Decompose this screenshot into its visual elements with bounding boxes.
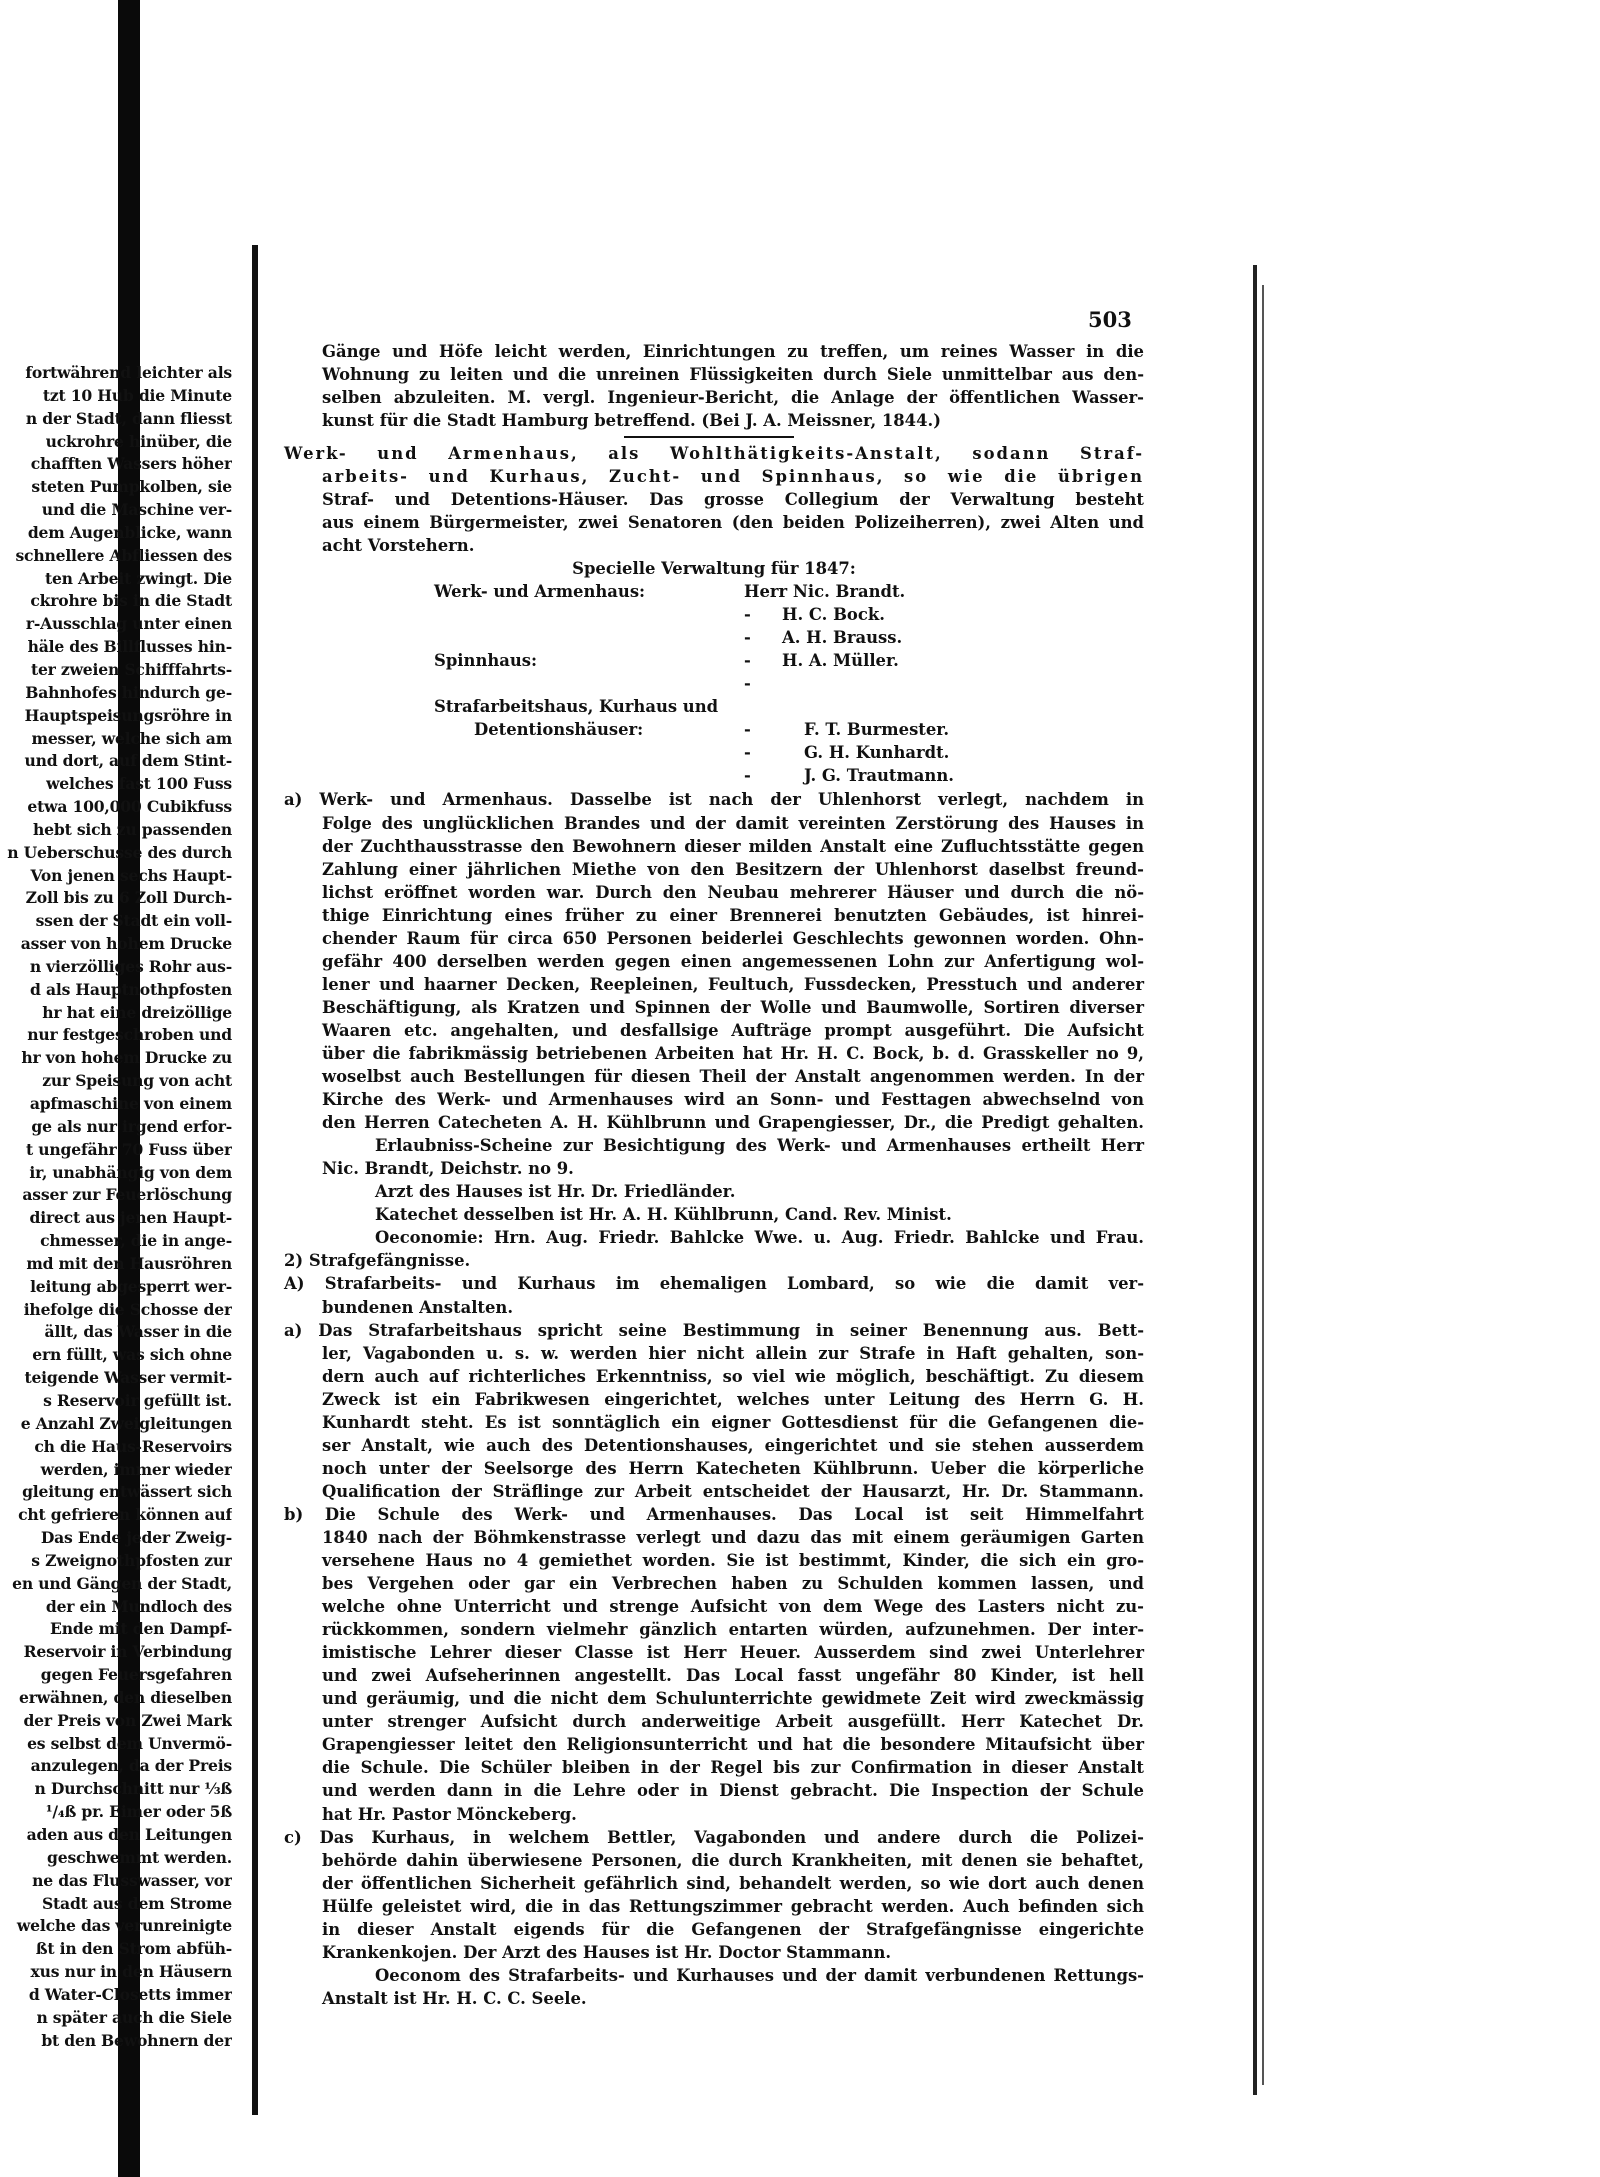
text-line: ler, Vagabonden u. s. w. werden hier nicht allein zur Strafe in Haft gehalten, son- (322, 1343, 1144, 1363)
text-line: leitung abgesperrt wer- (30, 1276, 232, 1296)
text-line: n Durchschnitt nur ⅓ß (34, 1779, 232, 1799)
text-line: Beschäftigung, als Kratzen und Spinnen der Wolle und Baumwolle, Sortiren diverser (322, 997, 1144, 1017)
text-line: behörde dahin überwiesene Personen, die durch Krankheiten, mit denen sie behaftet, (322, 1850, 1144, 1870)
text-line: chender Raum für circa 650 Personen beiderlei Geschlechts gewonnen worden. Ohn- (322, 928, 1144, 948)
table-name: J. G. Trautmann. (804, 766, 954, 786)
text-line: Anstalt ist Hr. H. C. C. Seele. (322, 1988, 587, 2008)
text-line: erwähnen, den dieselben (19, 1687, 232, 1707)
text-line: bundenen Anstalten. (322, 1297, 514, 1317)
text-line: die Schule. Die Schüler bleiben in der Regel bis zur Confirmation in dieser Anstalt (322, 1758, 1144, 1778)
text-line: Zahlung einer jährlichen Miethe von den Besitzern der Uhlenhorst daselbst freund- (322, 859, 1144, 879)
text-line: anzulegen, da der Preis (30, 1756, 232, 1776)
text-line: ern füllt, was sich ohne (32, 1345, 232, 1365)
text-line: uckrohre hinüber, die (45, 431, 232, 451)
left-page-fragment (0, 362, 232, 2052)
page-edge (1253, 265, 1257, 2095)
text-line: versehene Haus no 4 gemiethet worden. Sie ist bestimmt, Kinder, die sich ein gro- (322, 1551, 1144, 1571)
text-line: Bahnhofes hindurch ge- (25, 682, 232, 702)
text-line: aden aus den Leitungen (26, 1825, 232, 1844)
text-line: welche ohne Unterricht und strenge Aufsicht von dem Wege des Lasters nicht zu- (322, 1597, 1144, 1617)
text-line: n der Stadt, dann fliesst (25, 408, 232, 428)
text-line: und zwei Aufseherinnen angestellt. Das Local fasst ungefähr 80 Kinder, ist hell (322, 1666, 1144, 1686)
text-line: kunst für die Stadt Hamburg betreffend. (Bei J. A. Meissner, 1844.) (322, 411, 941, 431)
text-line: ne das Flusswasser, vor (32, 1870, 232, 1890)
text-line: und die Maschine ver- (41, 500, 232, 520)
text-line: hebt sich zu passenden (33, 819, 232, 839)
text-line: ch die Haus-Reservoirs (34, 1436, 232, 1456)
text-line: imistische Lehrer dieser Classe ist Herr Heuer. Ausserdem sind zwei Unterlehrer (322, 1643, 1144, 1663)
text-line: ihefolge die Schosse der (23, 1299, 232, 1319)
text-line: d Water-Closetts immer (28, 1984, 232, 2004)
text-line: aus einem Bürgermeister, zwei Senatoren (den beiden Polizeiherren), zwei Alten und (322, 513, 1144, 533)
intro-paragraph (284, 340, 1144, 432)
text-line: Kunhardt steht. Es ist sonntäglich ein eigner Gottesdienst für die Gefangenen die- (322, 1412, 1144, 1432)
admin-table (284, 580, 1144, 786)
table-dash: - (744, 628, 751, 648)
text-line: häle des Billflusses hin- (27, 637, 232, 657)
text-line: direct aus jenen Haupt- (29, 1208, 232, 1228)
text-line: ckrohre bis in die Stadt (30, 591, 232, 611)
text-line: gegen Feuersgefahren (40, 1665, 232, 1685)
text-line: schnellere Abfliessen des (15, 545, 232, 565)
text-line: Waaren etc. angehalten, und desfallsige Aufträge prompt ausgeführt. Die Aufsicht (322, 1020, 1144, 1040)
text-line: Straf- und Detentions-Häuser. Das grosse Collegium der Verwaltung besteht (322, 490, 1144, 510)
text-line: 1840 nach der Böhmkenstrasse verlegt und dazu das mit einem geräumigen Garten (322, 1527, 1144, 1547)
text-line: acht Vorstehern. (322, 536, 475, 556)
text-line: Qualification der Sträflinge zur Arbeit entscheidet der Hausarzt, Hr. Dr. Stammann. (322, 1481, 1144, 1501)
text-line: e Anzahl Zweigleitungen (20, 1413, 232, 1433)
table-dash: - (744, 720, 751, 740)
table-dash: - (744, 605, 751, 625)
text-line: cht gefrieren können auf (18, 1505, 232, 1525)
text-line: ällt, das Wasser in die (44, 1322, 232, 1342)
text-line: ssen der Stadt ein voll- (35, 911, 232, 931)
text-line: und dort, auf dem Stint- (24, 751, 232, 771)
text-line: den Herren Catecheten A. H. Kühlbrunn und Grapengiesser, Dr., die Predigt gehalten. (322, 1113, 1144, 1133)
text-line: bt den Bewohnern der (41, 2030, 232, 2050)
table-label: Detentionshäuser: (474, 720, 644, 740)
text-line: Katechet desselben ist Hr. A. H. Kühlbrunn, Cand. Rev. Minist. (375, 1205, 952, 1225)
table-label: Spinnhaus: (434, 651, 538, 671)
page-edge-inner (1262, 285, 1264, 2085)
text-line: Zweck ist ein Fabrikwesen eingerichtet, welches unter Leitung des Herrn G. H. (322, 1389, 1144, 1409)
text-line: noch unter der Seelsorge des Herrn Katecheten Kühlbrunn. Ueber die körperliche (322, 1458, 1144, 1478)
text-line: etwa 100,000 Cubikfuss (27, 797, 232, 817)
text-line: Erlaubniss-Scheine zur Besichtigung des Werk- und Armenhauses ertheilt Herr (375, 1136, 1144, 1156)
text-line: Hülfe geleistet wird, die in das Rettungszimmer gebracht werden. Auch befinden sich (322, 1896, 1144, 1916)
text-line: teigende Wasser vermit- (24, 1368, 232, 1388)
text-line: n Ueberschusse des durch (7, 842, 232, 862)
text-line: gleitung entwässert sich (22, 1482, 232, 1502)
text-line: ter zweien Schifffahrts- (30, 659, 232, 679)
table-name: A. H. Brauss. (782, 628, 903, 648)
text-line: Krankenkojen. Der Arzt des Hauses ist Hr. Doctor Stammann. (322, 1942, 892, 1962)
table-name: H. A. Müller. (782, 651, 899, 671)
text-line: Ende mit den Dampf- (50, 1619, 232, 1639)
text-line: dem Augenblicke, wann (27, 522, 232, 542)
text-line: n später auch die Siele (36, 2007, 232, 2027)
table-name: F. T. Burmester. (804, 720, 950, 740)
text-line: Stadt aus dem Strome (41, 1893, 232, 1913)
text-line: tzt 10 Hub die Minute (42, 385, 232, 405)
table-label: Werk- und Armenhaus: (434, 582, 646, 602)
text-line: Werk- und Armenhaus, als Wohlthätigkeits-Anstalt, sodann Straf- (284, 444, 1144, 464)
text-line: b) Die Schule des Werk- und Armenhauses. Das Local ist seit Himmelfahrt (284, 1504, 1144, 1524)
text-line: Zoll bis zu 6 Zoll Durch- (25, 888, 232, 908)
text-line: ge als nur irgend erfor- (31, 1116, 232, 1136)
page-gutter-line (252, 245, 258, 2115)
text-line: arbeits- und Kurhaus, Zucht- und Spinnhaus, so wie die übrigen (322, 467, 1144, 487)
text-line: Arzt des Hauses ist Hr. Dr. Friedländer. (375, 1182, 736, 1202)
text-line: fortwährend leichter als (25, 363, 232, 382)
text-line: Nic. Brandt, Deichstr. no 9. (322, 1159, 574, 1179)
text-line: chafften Wassers höher (30, 454, 232, 474)
text-line: und werden dann in die Lehre oder in Dienst gebracht. Die Inspection der Schule (322, 1781, 1144, 1801)
main-text-body (284, 788, 1144, 2009)
text-line: bes Vergehen oder gar ein Verbrechen haben zu Schulden kommen lassen, und (322, 1574, 1144, 1594)
text-line: welches fast 100 Fuss (46, 774, 232, 794)
text-line: Folge des unglücklichen Brandes und der damit vereinten Zerstörung des Hauses in (322, 813, 1144, 833)
text-line: zur Speisung von acht (42, 1071, 232, 1091)
text-line: c) Das Kurhaus, in welchem Bettler, Vagabonden und andere durch die Polizei- (284, 1827, 1144, 1847)
table-name: H. C. Bock. (782, 605, 885, 625)
text-line: dern auch auf richterliches Erkenntniss, so viel wie möglich, beschäftigt. Zu diesem (322, 1366, 1144, 1386)
text-line: Hauptspeisungsröhre in (24, 705, 232, 725)
text-line: apfmaschine von einem (29, 1094, 232, 1113)
text-line: Das Ende jeder Zweig- (40, 1528, 232, 1548)
text-line: nur festgeschroben und (27, 1025, 232, 1045)
right-page-body (284, 340, 1144, 2010)
text-line: Von jenen sechs Haupt- (30, 865, 232, 885)
text-line: d als Hauptnothpfosten (30, 979, 232, 999)
text-line: thige Einrichtung eines früher zu einer Brennerei benutzten Gebäudes, ist hinrei- (322, 905, 1144, 925)
text-line: hr hat eine dreizöllige (42, 1002, 232, 1022)
text-line: Reservoir in Verbindung (23, 1642, 232, 1662)
text-line: geschwemmt werden. (47, 1847, 232, 1867)
text-line: steten Pumpkolben, sie (31, 477, 232, 497)
text-line: lichst eröffnet worden war. Durch den Neubau mehrerer Häuser und durch die nö- (322, 882, 1144, 902)
text-line: s Zweignothpfosten zur (31, 1550, 232, 1570)
text-line: rückkommen, sondern vielmehr gänzlich entarten würden, aufzunehmen. Der inter- (322, 1620, 1144, 1640)
table-name: Herr Nic. Brandt. (744, 582, 906, 602)
text-line: asser von hohem Drucke (20, 934, 232, 954)
verwaltung-heading: Specielle Verwaltung für 1847: (572, 559, 856, 579)
text-line: der ein Mundloch des (45, 1596, 232, 1616)
table-dash: - (744, 651, 751, 671)
text-line: en und Gängen der Stadt, (12, 1573, 232, 1593)
text-line: ten Arbeit zwingt. Die (44, 568, 232, 588)
text-line: md mit den Hausröhren (26, 1253, 232, 1273)
text-line: ir, unabhängig von dem (29, 1162, 232, 1182)
text-line: ßt in den Strom abfüh- (35, 1939, 232, 1959)
text-line: der Preis von Zwei Mark (23, 1710, 232, 1730)
text-line: Oeconom des Strafarbeits- und Kurhauses und der damit verbundenen Rettungs- (375, 1965, 1144, 1985)
text-line: s Reservoir gefüllt ist. (43, 1390, 232, 1410)
text-line: messer, welche sich am (31, 728, 232, 748)
text-line: chmesser, die in ange- (40, 1231, 232, 1251)
text-line: es selbst dem Unvermö- (27, 1733, 232, 1753)
table-dash: - (744, 766, 751, 786)
text-line: der Zuchthausstrasse den Bewohnern dieser milden Anstalt eine Zufluchtsstätte gegen (322, 836, 1144, 856)
text-line: Grapengiesser leitet den Religionsunterricht und hat die besondere Mitaufsicht über (322, 1735, 1144, 1755)
table-dash: - (744, 674, 751, 694)
text-line: asser zur Feuerlöschung (22, 1185, 232, 1205)
table-label: Strafarbeitshaus, Kurhaus und (434, 697, 719, 717)
text-line: woselbst auch Bestellungen für diesen Theil der Anstalt angenommen werden. In der (322, 1067, 1144, 1087)
text-line: a) Das Strafarbeitshaus spricht seine Bestimmung in seiner Benennung aus. Bett- (284, 1320, 1144, 1340)
text-line: Oeconomie: Hrn. Aug. Friedr. Bahlcke Wwe. u. Aug. Friedr. Bahlcke und Frau. (375, 1228, 1144, 1248)
text-line: ¹/₄ß pr. Eimer oder 5ß (45, 1802, 232, 1822)
text-line: n vierzölliges Rohr aus- (29, 956, 232, 976)
text-line: a) Werk- und Armenhaus. Dasselbe ist nach der Uhlenhorst verlegt, nachdem in (284, 790, 1144, 810)
text-line: welche das verunreinigte (16, 1916, 232, 1936)
text-line: gefähr 400 derselben werden gegen einen angemessenen Lohn zur Anfertigung wol- (322, 951, 1144, 971)
text-line: der öffentlichen Sicherheit gefährlich sind, behandelt werden, so wie dort auch denen (322, 1873, 1144, 1893)
text-line: Wohnung zu leiten und die unreinen Flüssigkeiten durch Siele unmittelbar aus den- (322, 365, 1144, 385)
text-line: hat Hr. Pastor Mönckeberg. (322, 1804, 577, 1824)
text-line: unter strenger Aufsicht durch anderweitige Arbeit ausgefüllt. Herr Katechet Dr. (322, 1712, 1144, 1732)
text-line: xus nur in den Häusern (30, 1962, 232, 1982)
text-line: Kirche des Werk- und Armenhauses wird an Sonn- und Festtagen abwechselnd von (322, 1090, 1144, 1110)
text-line: A) Strafarbeits- und Kurhaus im ehemaligen Lombard, so wie die damit ver- (284, 1274, 1144, 1294)
text-line: und geräumig, und die nicht dem Schulunterrichte gewidmete Zeit wird zweckmässig (322, 1689, 1144, 1709)
text-line: lener und haarner Decken, Reepleinen, Feultuch, Fussdecken, Presstuch und anderer (322, 974, 1144, 994)
table-dash: - (744, 743, 751, 763)
text-line: über die fabrikmässig betriebenen Arbeiten hat Hr. H. C. Bock, b. d. Grasskeller no 9, (322, 1043, 1144, 1063)
text-line: Gänge und Höfe leicht werden, Einrichtungen zu treffen, um reines Wasser in die (322, 342, 1144, 361)
text-line: 2) Strafgefängnisse. (284, 1251, 471, 1271)
text-line: r-Ausschlag unter einen (25, 614, 232, 634)
werk-section-paragraph (284, 442, 1144, 557)
page-number: 503 (1088, 307, 1132, 332)
text-line: selben abzuleiten. M. vergl. Ingenieur-Bericht, die Anlage der öffentlichen Wasser- (322, 388, 1144, 408)
text-line: werden, immer wieder (40, 1459, 232, 1479)
table-name: G. H. Kunhardt. (804, 743, 950, 763)
text-line: ser Anstalt, wie auch des Detentionshauses, eingerichtet und sie stehen ausserdem (322, 1435, 1144, 1455)
text-line: hr von hohem Drucke zu (21, 1048, 232, 1068)
section-rule (284, 432, 1144, 442)
text-line: in dieser Anstalt eigends für die Gefangenen der Strafgefängnisse eingerichte (322, 1919, 1144, 1939)
text-line: t ungefähr 70 Fuss über (26, 1139, 232, 1159)
